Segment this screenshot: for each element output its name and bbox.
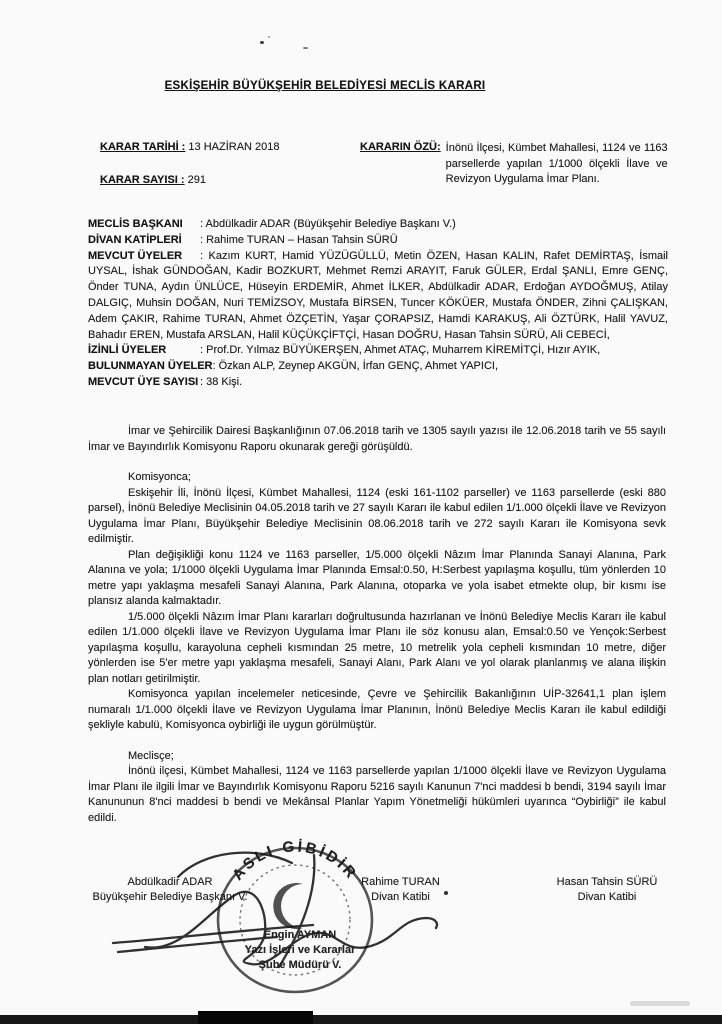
signer-title: Büyükşehir Belediye Başkanı V. — [92, 891, 248, 903]
roster-value: : Rahime TURAN – Hasan Tahsin SÜRÜ — [200, 233, 398, 246]
officer-name: Engin AYMAN — [263, 929, 337, 941]
signer-name: Hasan Tahsin SÜRÜ — [556, 876, 658, 888]
scan-speck — [268, 36, 270, 38]
roster-row-present-members — [88, 249, 668, 344]
roster-value: : Prof.Dr. Yılmaz BÜYÜKERŞEN, Ahmet ATAÇ, Muharrem KİREMİTÇİ, Hızır AYIK, — [200, 344, 601, 357]
paragraph-meclisce: Meclisçe; — [128, 749, 174, 762]
decision-number-row — [100, 174, 206, 186]
decision-number-label: KARAR SAYISI : — [100, 174, 185, 186]
stamp-certify-arc-text: ASLI GİBİDİR — [229, 838, 361, 884]
signer-title: Divan Katibi — [371, 891, 430, 903]
document-title: ESKİŞEHİR BÜYÜKŞEHİR BELEDİYESİ MECLİS KARARI — [164, 80, 486, 92]
crescent-emblem-icon — [273, 883, 303, 929]
signature-block-clerk-1 — [328, 875, 473, 905]
decision-subject-value: İnönü İlçesi, Kümbet Mahallesi, 1124 ve 1163 parsellerde yapılan 1/1000 ölçekli İlave ve Revizyon Uygulama İmar Planı. — [445, 142, 668, 185]
officer-title: Şube Müdürü V. — [258, 959, 342, 971]
roster-row-absent-members — [88, 359, 668, 375]
paragraph: Plan değişikliği konu 1124 ve 1163 parseller, 1/5.000 ölçekli Nâzım İmar Planında Sanayi Alanına, Park Alanına ve yola; 1/1000 ölçekli Uygulama İmar Planında Emsal:0.50, H:Serbest yapılaşma koşullu, tüm yönlerden 10 metre yapı yaklaşma mesafeli Sanayi Alanına, Park Alanına, otoparka ve yola isabet etmekte olup, bir kısmı ise plansız alanda kalmaktadır. — [88, 548, 666, 607]
scan-edge-band — [0, 1015, 722, 1024]
roster-value: : Özkan ALP, Zeynep AKGÜN, İrfan GENÇ, Ahmet YAPICI, — [212, 360, 499, 373]
decision-body — [88, 424, 666, 826]
paragraph: İnönü ilçesi, Kümbet Mahallesi, 1124 ve 1163 parsellerde yapılan 1/1000 ölçekli İlave ve Revizyon Uygulama İmar Planı ile ilgili İmar ve Bayındırlık Komisyonu Raporu 5216 sayılı Kanunun 7'nci maddesi b bendi, 3194 sayılı İmar Kanununun 8'nci maddesi b bendi ve Mekânsal Planlar Yapım Yönetmeliği hükümleri uyarınca “Oybirliği” ile kabul edildi. — [88, 765, 666, 824]
certifying-officer-block — [198, 928, 402, 973]
decision-subject-block — [360, 141, 675, 188]
roster-label: BULUNMAYAN ÜYELER — [88, 360, 213, 373]
roster-label: DİVAN KATİPLERİ — [88, 233, 182, 246]
roster-row-member-count — [88, 375, 668, 391]
signer-name: Rahime TURAN — [361, 876, 440, 888]
roster-value: : 38 Kişi. — [200, 375, 243, 388]
asli-gibidir-stamp-and-signature — [85, 835, 465, 1010]
roster-value: : Abdülkadir ADAR (Büyükşehir Belediye Başkanı V.) — [200, 218, 456, 230]
roster-row-chairman — [88, 217, 668, 233]
signature-block-clerk-2 — [517, 875, 697, 905]
paragraph-komisyonca: Komisyonca; — [128, 471, 191, 483]
paragraph: İmar ve Şehircilik Dairesi Başkanlığının 07.06.2018 tarih ve 1305 sayılı yazısı ile 12.06.2018 tarih ve 55 sayılı İmar ve Bayındırlık Komisyonu Raporu okunarak gereği görüşüldü. — [88, 425, 666, 453]
roster-label: İZİNLİ ÜYELER — [88, 344, 167, 357]
attendance-roster — [88, 217, 668, 391]
paragraph: Komisyonca yapılan incelemeler neticesinde, Çevre ve Şehircilik Bakanlığının UİP-32641,1 plan işlem numaralı 1/1.000 ölçekli İlave ve Revizyon Uygulama İmar Planının, İnönü Belediye Meclis Kararı ile kabul edildiği şekliyle kabulü, Komisyonca oybirliği ile uygun görülmüştür. — [88, 688, 666, 731]
decision-number-value: 291 — [187, 174, 206, 186]
signature-block-mayor — [65, 875, 275, 905]
decision-date-value: 13 HAZİRAN 2018 — [188, 141, 280, 153]
officer-department: Yazı İşleri ve Kararlar — [244, 944, 356, 956]
decision-date-row — [100, 141, 280, 153]
paragraph: 1/5.000 ölçekli Nâzım İmar Planı kararları doğrultusunda hazırlanan ve İnönü Belediye Meclis Kararı ile kabul edilen 1/1.000 ölçekli İlave ve Revizyon Uygulama İmar Planı ile söz konusu alan, Emsal:0.50 ve Yençok:Serbest yapılaşma koşullu, karayoluna cepheli kısmından 25 metre, 10 metrelik yola cepheli kısmından 10 metre, diğer yönlerden ise 5'er metre yapı yaklaşma mesafeli, Sanayi Alanı, Park Alanı ve yol olarak planlanmış ve alana ilişkin plan notları getirilmiştir. — [88, 610, 666, 685]
roster-value: : Kazım KURT, Hamid YÜZÜGÜLLÜ, Metin ÖZEN, Hasan KALIN, Rafet DEMİRTAŞ, İsmail UYSAL, İshak GÜNDOĞAN, Kadir BOZKURT, Mehmet Remzi ARAYIT, Faruk GÜLER, Erdal ŞANLI, Emre GENÇ, Önder TUNA, Aydın ÜNLÜCE, Hüseyin ERDEMİR, Ahmet İLKER, Abdülkadir ADAR, Erdoğan AYDOĞMUŞ, Atilay DALGIÇ, Muhsin DOĞAN, Nuri TEMİZSOY, Mustafa BİRSEN, Tuncer KÖKÜER, Mustafa ÖNDER, Zihni ÇALIŞKAN, Adem ÇAKIR, Rahime TURAN, Ahmet ÖZÇETİN, Yaşar ÇORAPSIZ, Hamdi KARAKUŞ, Ali ÖZTÜRK, Halil YAVUZ, Bahadır EREN, Mustafa ARSLAN, Halil KÜÇÜKÇİFTÇİ, Hasan DOĞRU, Hasan Tahsin SÜRÜ, Ali CEBECİ, — [88, 249, 668, 341]
roster-label: MEVCUT ÜYELER — [88, 249, 183, 262]
scan-speck — [303, 47, 308, 49]
scan-speck — [260, 41, 264, 44]
signer-name: Abdülkadir ADAR — [127, 876, 213, 888]
scan-smudge — [630, 1001, 690, 1006]
decision-subject-label: KARARIN ÖZÜ: — [360, 141, 441, 153]
scan-edge-band-dark — [198, 1011, 313, 1024]
decision-date-label: KARAR TARİHİ : — [100, 141, 186, 153]
roster-label: MECLİS BAŞKANI — [88, 218, 183, 230]
paragraph: Eskişehir İli, İnönü İlçesi, Kümbet Mahallesi, 1124 (eski 161-1102 parseller) ve 1163 parsellerde (eski 880 parsel), İnönü Belediye Meclisinin 04.05.2018 tarih ve 27 sayılı Kararı ile kabul edilen 1/1.000 ölçekli İlave ve Revizyon Uygulama İmar Planı, Büyükşehir Belediye Meclisinin 08.06.2018 tarih ve 272 sayılı Kararı ile Komisyona sevk edilmiştir. — [88, 486, 666, 545]
signer-title: Divan Katibi — [577, 891, 637, 903]
roster-row-clerks — [88, 233, 668, 249]
roster-label: MEVCUT ÜYE SAYISI — [88, 375, 199, 388]
roster-row-excused-members — [88, 343, 668, 359]
